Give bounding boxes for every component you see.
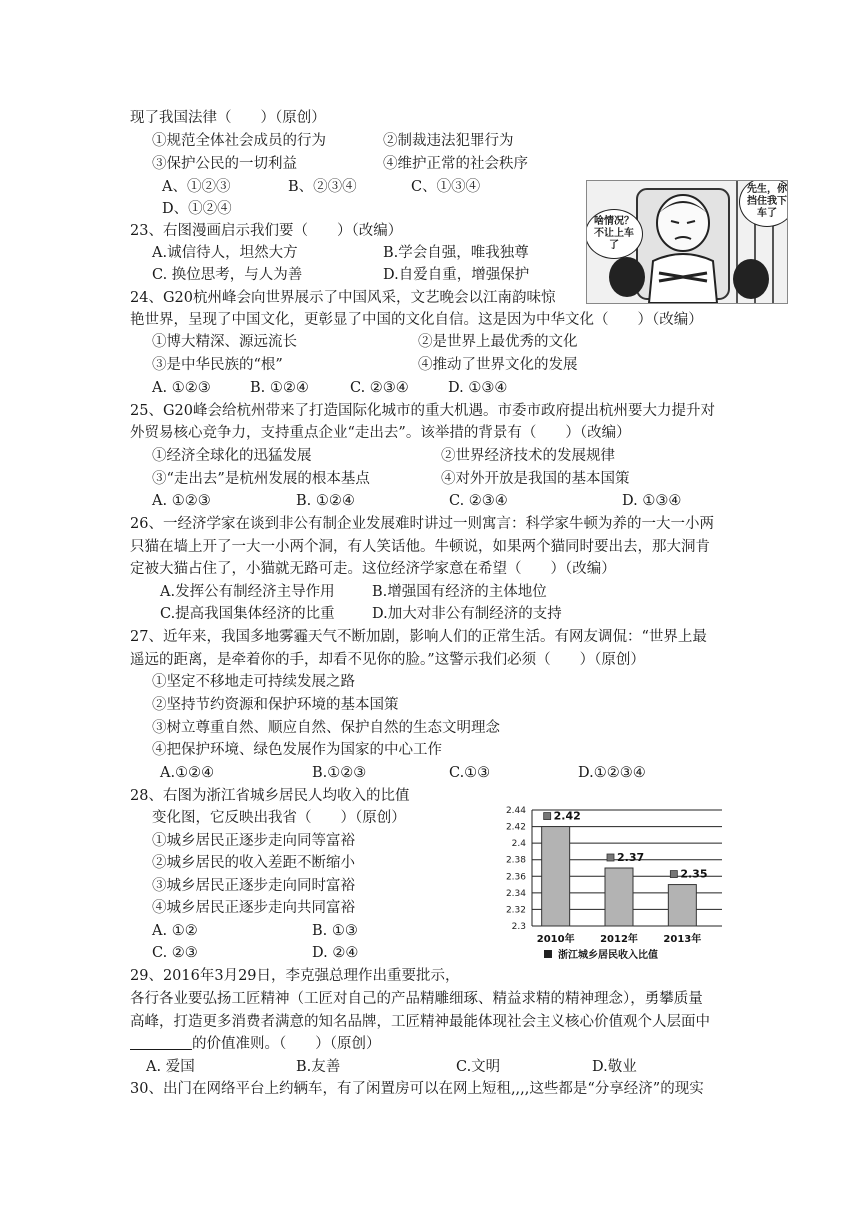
q24-option-3: ③是中华民族的“根” [152,357,283,373]
q29-stem-3: 高峰，打造更多消费者满意的知名品牌，工匠精神最能体现社会主义核心价值观个人层面中 [130,1014,710,1030]
y-tick-label: 2.42 [505,822,526,833]
q29-stem-4 [130,1034,381,1054]
speech-bubble-right: 先生，你挡住我下车了 [739,180,788,227]
q27-stem-2: 遥远的距离，是牵着你的手，却看不见你的脸。”这警示我们必须（ ）（原创） [130,652,645,668]
data-label-marker [607,854,614,861]
data-label: 2.35 [680,867,708,881]
q25-option-3: ③“走出去”是杭州发展的根本基点 [152,471,370,487]
q28-choice-d: D. ②④ [312,945,359,961]
q26-choice-d: D.加大对非公有制经济的支持 [372,606,562,622]
q29-choice-c: C.文明 [456,1059,501,1075]
data-label-marker [670,871,677,878]
y-tick-label: 2.44 [505,806,526,816]
q27-option-2: ②坚持节约资源和保护环境的基本国策 [152,697,399,713]
q24-stem-1: 24、G20杭州峰会向世界展示了中国风采，文艺晚会以江南韵味惊 [130,290,556,306]
legend-swatch [544,950,552,958]
q22-option-3: ③保护公民的一切利益 [152,156,297,172]
data-label-marker [544,813,551,820]
q24-option-2: ②是世界上最优秀的文化 [418,334,578,350]
x-tick-label: 2012年 [600,934,638,945]
q22-choice-d: D、①②④ [162,201,232,217]
q27-choice-c: C.①③ [449,765,491,781]
q25-stem-2: 外贸易核心竞争力，支持重点企业“走出去”。该举措的背景有（ ）（改编） [130,425,631,441]
data-label: 2.37 [617,851,645,864]
q25-option-4: ④对外开放是我国的基本国策 [441,471,630,487]
q28-choice-a: A. ①② [152,923,198,939]
q24-option-4: ④推动了世界文化的发展 [418,357,578,373]
q23-choice-c: C. 换位思考，与人为善 [152,267,303,283]
q27-option-4: ④把保护环境、绿色发展作为国家的中心工作 [152,742,442,758]
q22-choice-b: B、②③④ [288,179,357,195]
q22-option-4: ④维护正常的社会秩序 [383,156,528,172]
speech-bubble-left: 啥情况？不让上车了 [586,209,643,259]
q24-choice-a: A. ①②③ [152,380,211,396]
x-tick-label: 2010年 [536,934,575,945]
q23-choice-b: B.学会自强，唯我独尊 [383,245,529,261]
q27-choice-a: A.①②④ [160,765,215,781]
y-tick-label: 2.38 [505,855,526,866]
q29-choice-d: D.敬业 [592,1059,637,1075]
q24-stem-2: 艳世界，呈现了中国文化，更彰显了中国的文化自信。这是因为中华文化（ ）（改编） [130,312,703,328]
q29-stem-2: 各行各业要弘扬工匠精神（工匠对自己的产品精雕细琢、精益求精的精神理念），勇攀质量 [130,991,703,1007]
q22-choice-a: A、①②③ [162,179,231,195]
q29-stem-4-text: 的价值准则。（ ）（原创） [192,1036,381,1052]
q27-option-3: ③树立尊重自然、顺应自然、保护自然的生态文明理念 [152,720,500,736]
q22-option-2: ②制裁违法犯罪行为 [383,133,514,149]
y-tick-label: 2.3 [511,922,526,932]
q29-stem-1: 29、2016年3月29日，李克强总理作出重要批示， [130,968,460,984]
q27-option-1: ①坚定不移地走可持续发展之路 [152,674,355,690]
q27-choice-b: B.①②③ [312,765,367,781]
q28-choice-c: C. ②③ [152,945,198,961]
q24-choice-b: B. ①②④ [250,380,309,396]
bus-cartoon-image [586,180,788,304]
q28-stem-1: 28、右图为浙江省城乡居民人均收入的比值 [130,788,410,804]
q22-stem-end: 现了我国法律（ ）（原创） [130,110,326,126]
q25-choice-b: B. ①②④ [296,493,355,509]
chart-svg [488,798,728,970]
y-tick-label: 2.32 [505,905,526,916]
q28-option-1: ①城乡居民正逐步走向同等富裕 [152,833,355,849]
bar-2012年 [605,868,633,926]
q25-choice-c: C. ②③④ [449,493,508,509]
q25-option-1: ①经济全球化的迅猛发展 [152,448,312,464]
y-tick-label: 2.36 [505,872,526,883]
data-label: 2.42 [553,809,581,823]
q26-stem-2: 只猫在墙上开了一大一小两个洞，有人笑话他。牛顿说，如果两个猫同时要出去，那大洞肯 [130,539,710,555]
y-tick-label: 2.34 [505,888,526,899]
q26-stem-1: 26、一经济学家在谈到非公有制企业发展难时讲过一则寓言：科学家牛顿为养的一大一小两 [130,516,714,532]
q22-option-1: ①规范全体社会成员的行为 [152,133,326,149]
q22-choice-c: C、①③④ [411,179,481,195]
q30-stem-1: 30、出门在网络平台上约辆车，有了闲置房可以在网上短租,,,,这些都是“分享经济”的现实 [130,1081,704,1097]
bar-2010年 [542,827,570,926]
q28-option-2: ②城乡居民的收入差距不断缩小 [152,855,355,871]
bar-2013年 [668,885,696,926]
q25-choice-d: D. ①③④ [622,493,682,509]
q29-choice-b: B.友善 [296,1059,341,1075]
q24-option-1: ①博大精深、源远流长 [152,334,297,350]
q26-choice-b: B.增强国有经济的主体地位 [372,584,547,600]
q28-choice-b: B. ①③ [312,923,358,939]
q27-choice-d: D.①②③④ [578,765,646,781]
legend-label: 浙江城乡居民收入比值 [558,950,658,961]
q25-stem-1: 25、G20峰会给杭州带来了打造国际化城市的重大机遇。市委市政府提出杭州要大力提升对 [130,403,715,419]
q28-option-3: ③城乡居民正逐步走向同时富裕 [152,878,355,894]
q26-stem-3: 定被大猫占住了，小猫就无路可走。这位经济学家意在希望（ ）（改编） [130,561,616,577]
q29-choice-a: A. 爱国 [146,1059,195,1075]
q25-option-2: ②世界经济技术的发展规律 [441,448,615,464]
q24-choice-d: D. ①③④ [448,380,508,396]
q25-choice-a: A. ①②③ [152,493,211,509]
q28-stem-2: 变化图，它反映出我省（ ）（原创） [152,810,406,826]
q26-choice-c: C.提高我国集体经济的比重 [160,606,335,622]
q24-choice-c: C. ②③④ [350,380,409,396]
q28-option-4: ④城乡居民正逐步走向共同富裕 [152,900,355,916]
y-tick-label: 2.4 [511,839,526,850]
answer-blank [130,1035,192,1050]
q23-choice-d: D.自爱自重，增强保护 [383,267,530,283]
income-ratio-chart [488,798,728,970]
x-tick-label: 2013年 [663,934,702,945]
q23-choice-a: A.诚信待人，坦然大方 [152,245,298,261]
q27-stem-1: 27、近年来，我国多地雾霾天气不断加剧，影响人们的正常生活。有网友调侃：“世界上最 [130,629,707,645]
q23-stem: 23、右图漫画启示我们要（ ）（改编） [130,223,403,239]
q26-choice-a: A.发挥公有制经济主导作用 [160,584,335,600]
